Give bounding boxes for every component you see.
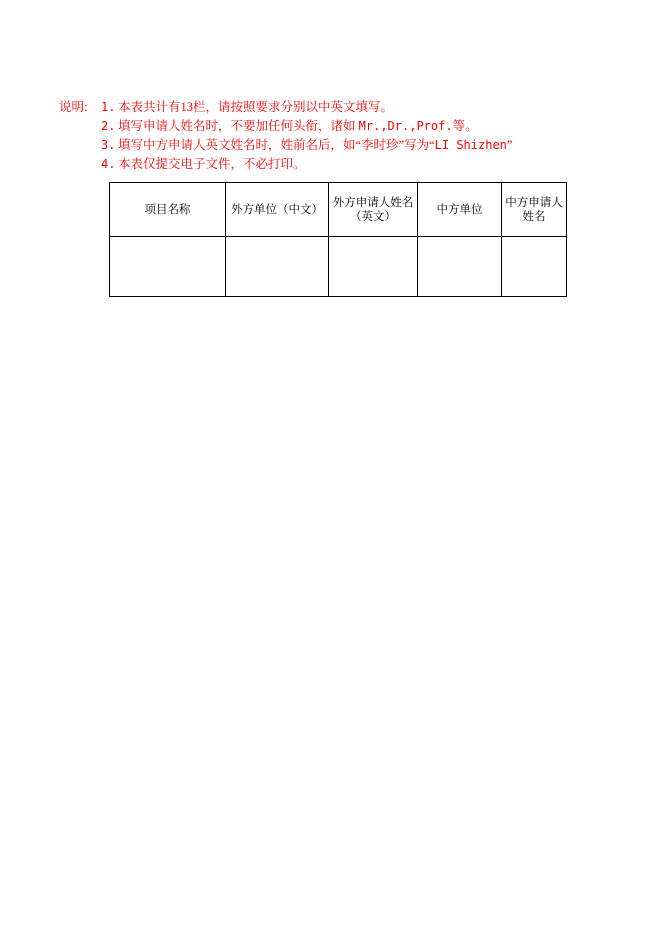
- column-header-foreign-institution-cn: 外方单位（中文）: [226, 183, 329, 237]
- column-header-chinese-applicant-name: 中方申请人姓名: [502, 183, 567, 237]
- instruction-row-1: [59, 98, 512, 117]
- instruction-number-3: 3.: [101, 138, 116, 152]
- instruction-row-3: [59, 136, 512, 155]
- instruction-row-2: [59, 117, 512, 136]
- instruction-text-2-mono: Mr.,Dr.,Prof.: [358, 119, 453, 133]
- cell-chinese-applicant-name[interactable]: [502, 237, 567, 297]
- instruction-number-4: 4.: [101, 157, 116, 171]
- instruction-text-2-pre: 填写申请人姓名时，不要加任何头衔，诸如: [118, 119, 359, 133]
- instruction-text-1: 本表共计有13栏，请按照要求分别以中英文填写。: [118, 100, 394, 114]
- instructions-block: [59, 98, 512, 174]
- instruction-text-3: [118, 136, 512, 155]
- table-header-row: [110, 183, 567, 237]
- instruction-text-3-post: ”: [506, 138, 513, 152]
- instruction-text-4: 本表仅提交电子文件，不必打印。: [118, 157, 306, 171]
- application-form-table: [109, 182, 567, 297]
- column-header-foreign-applicant-en: 外方申请人姓名（英文）: [329, 183, 418, 237]
- column-header-chinese-institution: 中方单位: [418, 183, 502, 237]
- instruction-row-4: [59, 155, 512, 174]
- instruction-text-2-post: 等。: [452, 119, 478, 133]
- cell-project-name[interactable]: [110, 237, 226, 297]
- cell-chinese-institution[interactable]: [418, 237, 502, 297]
- cell-foreign-applicant-en[interactable]: [329, 237, 418, 297]
- instruction-number-1: 1.: [101, 100, 116, 114]
- instruction-text-2: [118, 117, 478, 136]
- cell-foreign-institution-cn[interactable]: [226, 237, 329, 297]
- column-header-project-name: 项目名称: [110, 183, 226, 237]
- instructions-label: 说明:: [59, 100, 88, 114]
- instruction-text-3-mono: LI Shizhen: [434, 138, 507, 152]
- instruction-number-2: 2.: [101, 119, 116, 133]
- instruction-text-3-pre: 填写中方申请人英文姓名时，姓前名后，如“李时珍”写为“: [118, 138, 435, 152]
- table-row: [110, 237, 567, 297]
